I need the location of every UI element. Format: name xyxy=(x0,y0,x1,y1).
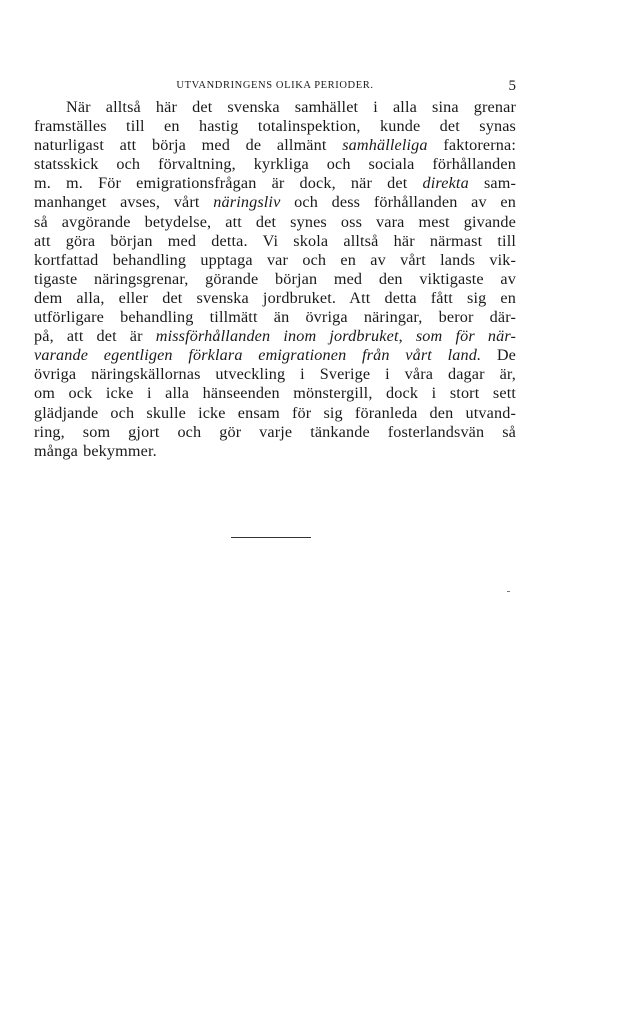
text-line xyxy=(34,404,516,423)
text-line xyxy=(34,117,516,136)
text-segment: m. m. För emigrationsfrågan är dock, när det xyxy=(34,174,423,193)
text-segment: faktorerna: xyxy=(427,136,516,155)
italic-emphasis: näringsliv xyxy=(213,193,281,212)
text-segment: ring, som gjort och gör varje tänkande fosterlandsvän så xyxy=(34,422,516,441)
text-line-content xyxy=(66,98,516,117)
text-line xyxy=(34,423,516,442)
text-line-content xyxy=(34,365,516,384)
text-line-content xyxy=(34,136,516,155)
italic-emphasis: direkta xyxy=(422,174,469,193)
text-segment: om ock icke i alla hänseenden mönstergill, dock i stort sett xyxy=(34,384,516,403)
text-line xyxy=(34,308,516,327)
page-number: 5 xyxy=(508,78,516,94)
text-line-content xyxy=(34,308,516,327)
text-line xyxy=(34,289,516,308)
text-segment: framställes till en hastig totalinspektion, kunde det synas xyxy=(34,117,516,136)
text-line-content xyxy=(34,442,516,461)
text-segment: många bekymmer. xyxy=(34,441,157,460)
text-line-content xyxy=(34,155,516,174)
text-segment: De xyxy=(481,346,517,365)
text-line xyxy=(34,136,516,155)
text-line xyxy=(34,193,516,212)
text-segment: och dess förhållanden av en xyxy=(280,193,517,212)
text-segment: glädjande och skulle icke ensam för sig föranleda den utvand- xyxy=(34,403,516,422)
text-line-content xyxy=(34,117,516,136)
text-line-content xyxy=(34,289,516,308)
text-line xyxy=(34,213,516,232)
text-segment: manhanget avses, vårt xyxy=(34,193,214,212)
text-segment: När alltså här det svenska samhället i alla sina grenar xyxy=(66,98,516,116)
text-line xyxy=(34,270,516,289)
text-line xyxy=(34,442,516,461)
text-segment: så avgörande betydelse, att det synes oss vara mest givande xyxy=(34,212,516,231)
text-segment: utförligare behandling tillmätt än övriga näringar, beror där- xyxy=(34,308,516,327)
italic-emphasis: varande egentligen förklara emigrationen från vårt land. xyxy=(34,346,482,365)
text-line xyxy=(34,251,516,270)
section-end-rule xyxy=(231,537,311,538)
italic-emphasis: samhälleliga xyxy=(342,136,428,155)
text-line-content xyxy=(34,193,516,212)
text-line xyxy=(34,365,516,384)
text-line-content xyxy=(34,270,516,289)
text-segment: att göra början med detta. Vi skola alltså här närmast till xyxy=(34,231,516,250)
text-segment: sam- xyxy=(468,174,517,193)
text-segment: tigaste näringsgrenar, görande början med den viktigaste av xyxy=(34,269,516,288)
text-line-content xyxy=(34,251,516,270)
text-line-content xyxy=(34,174,516,193)
text-line-content xyxy=(34,327,516,346)
text-line-content xyxy=(34,423,516,442)
text-line xyxy=(34,346,516,365)
text-segment: naturligast att börja med de allmänt xyxy=(34,136,343,155)
text-line xyxy=(34,232,516,251)
running-head xyxy=(34,78,516,96)
text-line xyxy=(34,174,516,193)
text-segment: kortfattad behandling upptaga var och en av vårt lands vik- xyxy=(34,250,516,269)
text-segment: , xyxy=(398,327,416,346)
text-segment: statsskick och förvaltning, kyrkliga och sociala förhållanden xyxy=(34,155,516,174)
scan-speck xyxy=(507,591,510,592)
italic-emphasis: missförhållanden inom jordbruket xyxy=(155,327,399,346)
text-line xyxy=(34,98,516,117)
text-line-content xyxy=(34,384,516,403)
paragraph xyxy=(34,98,516,461)
text-line-content xyxy=(34,346,516,365)
running-title: UTVANDRINGENS OLIKA PERIODER. xyxy=(176,80,374,91)
italic-emphasis: som för när- xyxy=(415,327,516,346)
text-line-content xyxy=(34,232,516,251)
text-segment: dem alla, eller det svenska jordbruket. Att detta fått sig en xyxy=(34,288,516,307)
text-line-content xyxy=(34,213,516,232)
text-line xyxy=(34,384,516,403)
text-line xyxy=(34,155,516,174)
text-segment: övriga näringskällornas utveckling i Sverige i våra dagar är, xyxy=(34,365,516,384)
text-line-content xyxy=(34,404,516,423)
text-segment: på, att det är xyxy=(34,327,156,346)
text-line xyxy=(34,327,516,346)
